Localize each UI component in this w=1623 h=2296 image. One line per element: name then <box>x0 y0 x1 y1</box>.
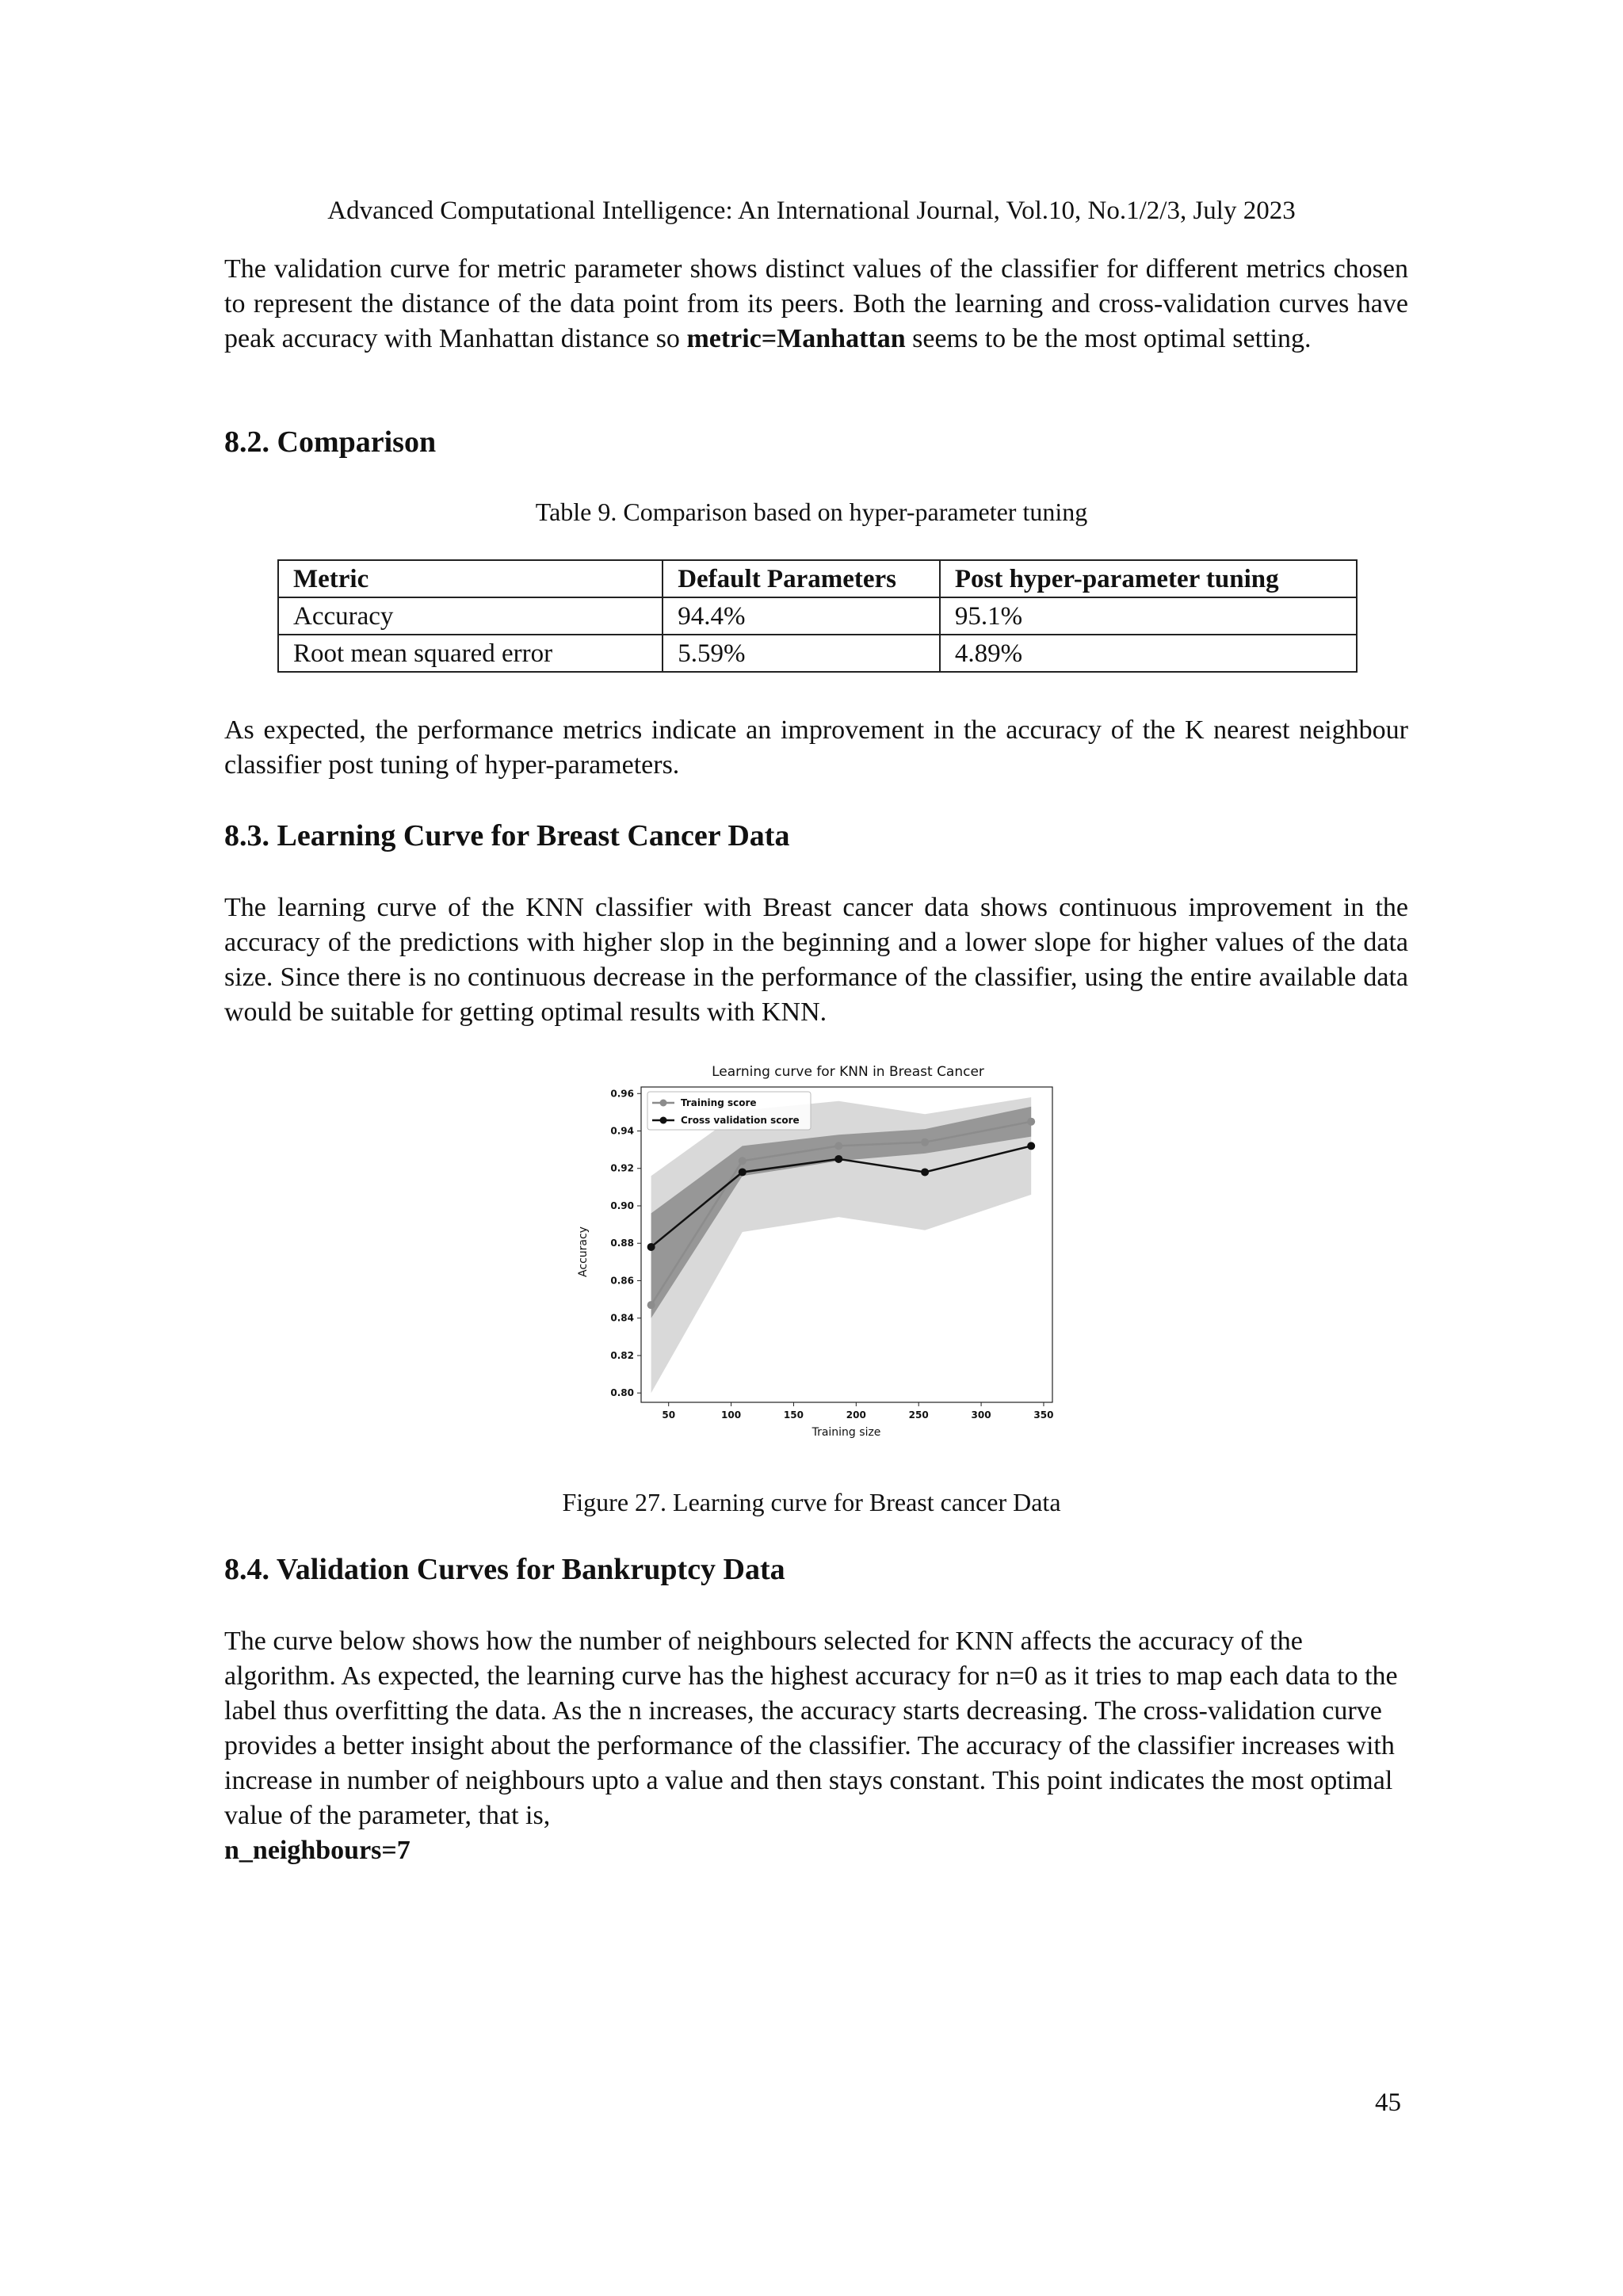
y-tick-label: 0.86 <box>610 1275 634 1287</box>
data-point <box>739 1168 747 1176</box>
data-point <box>1027 1142 1035 1150</box>
comparison-table <box>277 559 1358 673</box>
data-point <box>921 1168 929 1176</box>
page-number: 45 <box>1375 2088 1401 2117</box>
y-tick-label: 0.80 <box>610 1387 634 1399</box>
table-cell: 5.59% <box>663 635 940 672</box>
data-point <box>834 1142 842 1150</box>
legend-marker <box>660 1100 667 1107</box>
chart-title: Learning curve for KNN in Breast Cancer <box>712 1064 984 1080</box>
x-tick-label: 300 <box>971 1409 991 1421</box>
data-point <box>647 1243 655 1251</box>
table-header-cell: Metric <box>278 560 663 597</box>
data-point <box>647 1301 655 1309</box>
x-tick-label: 200 <box>846 1409 866 1421</box>
table-header-cell: Default Parameters <box>663 560 940 597</box>
x-tick-label: 50 <box>662 1409 676 1421</box>
table-cell: 4.89% <box>940 635 1357 672</box>
y-tick-label: 0.84 <box>610 1312 634 1324</box>
section-heading-learning-curve: 8.3. Learning Curve for Breast Cancer Data <box>224 819 790 852</box>
data-point <box>739 1157 747 1165</box>
section-heading-validation-curves: 8.4. Validation Curves for Bankruptcy Data <box>224 1553 785 1586</box>
x-tick-label: 250 <box>908 1409 929 1421</box>
table-row <box>278 597 1357 635</box>
learning-curve-chart <box>567 1054 1074 1450</box>
table-header-row <box>278 560 1357 597</box>
data-point <box>1027 1118 1035 1126</box>
table-header-cell: Post hyper-parameter tuning <box>940 560 1357 597</box>
intro-text: The validation curve for metric parameter shows distinct values of the classifier for different metrics chosen to represent the distance of the data point from its peers. Both the learning and cross-validation curves have peak accuracy with Manhattan distance so <box>224 254 1408 353</box>
legend-label: Training score <box>681 1097 757 1108</box>
table-row <box>278 635 1357 672</box>
table-cell: Root mean squared error <box>278 635 663 672</box>
intro-paragraph <box>224 252 1408 357</box>
y-tick-label: 0.94 <box>610 1125 634 1137</box>
learning-curve-paragraph: The learning curve of the KNN classifier with Breast cancer data shows continuous improvement in the accuracy of the predictions with higher slop in the beginning and a lower slope for higher values of the data size. Since there is no continuous decrease in the performance of the classifier, using the entire available data would be suitable for getting optimal results with KNN. <box>224 893 1408 1027</box>
table-caption: Table 9. Comparison based on hyper-parameter tuning <box>535 498 1088 526</box>
intro-bold-term: metric=Manhattan <box>686 324 906 353</box>
comparison-paragraph: As expected, the performance metrics indicate an improvement in the accuracy of the K nearest neighbour classifier post tuning of hyper-parameters. <box>224 715 1408 780</box>
validation-paragraph <box>224 1624 1408 1868</box>
validation-text: The curve below shows how the number of neighbours selected for KNN affects the accuracy of the algorithm. As expected, the learning curve has the highest accuracy for n=0 as it tries to map each data to the label thus overfitting the data. As the n increases, the accuracy starts decreasing. The cross-validation curve provides a better insight about the performance of the classifier. The accuracy of the classifier increases with increase in number of neighbours upto a value and then stays constant. This point indicates the most optimal value of the parameter, that is, <box>224 1627 1398 1830</box>
figure-caption: Figure 27. Learning curve for Breast cancer Data <box>562 1488 1061 1516</box>
y-tick-label: 0.90 <box>610 1199 634 1211</box>
section-heading-comparison: 8.2. Comparison <box>224 425 437 459</box>
learning-curve-figure <box>567 1054 1074 1450</box>
data-point <box>834 1155 842 1163</box>
legend-marker <box>660 1117 667 1124</box>
page-header: Advanced Computational Intelligence: An International Journal, Vol.10, No.1/2/3, July 2023 <box>327 196 1296 225</box>
chart-x-axis-label: Training size <box>812 1426 881 1439</box>
legend-label: Cross validation score <box>681 1115 800 1126</box>
y-tick-label: 0.82 <box>610 1349 634 1361</box>
table-cell: Accuracy <box>278 597 663 635</box>
validation-bold-line: n_neighbours=7 <box>224 1836 411 1865</box>
x-tick-label: 350 <box>1033 1409 1054 1421</box>
y-tick-label: 0.88 <box>610 1238 634 1249</box>
x-tick-label: 100 <box>721 1409 742 1421</box>
data-point <box>921 1138 929 1146</box>
chart-y-axis-label: Accuracy <box>577 1226 590 1277</box>
y-tick-label: 0.96 <box>610 1088 634 1100</box>
table-cell: 95.1% <box>940 597 1357 635</box>
intro-tail: seems to be the most optimal setting. <box>905 324 1312 353</box>
x-tick-label: 150 <box>783 1409 804 1421</box>
chart-legend <box>647 1092 811 1130</box>
table-cell: 94.4% <box>663 597 940 635</box>
y-tick-label: 0.92 <box>610 1162 634 1174</box>
